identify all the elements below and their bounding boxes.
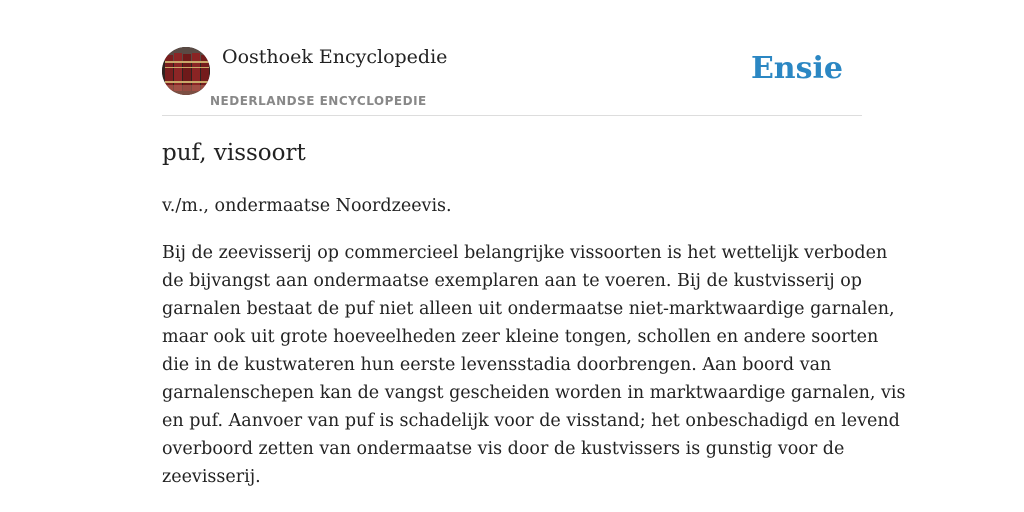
brand-logo-link[interactable]: Ensie bbox=[750, 51, 843, 86]
entry-body-line: garnalen bestaat de puf niet alleen uit ondermaatse niet-marktwaardige garnalen, bbox=[162, 299, 895, 319]
site-title-link[interactable]: Oosthoek Encyclopedie bbox=[222, 46, 448, 68]
entry-body-line: Bij de zeevisserij op commercieel belangrijke vissoorten is het wettelijk verboden bbox=[162, 243, 888, 263]
encyclopedia-books-icon[interactable] bbox=[162, 47, 210, 95]
entry-title: puf, vissoort bbox=[162, 140, 306, 166]
entry-body-line: zeevisserij. bbox=[162, 467, 261, 487]
entry-body-line: maar ook uit grote hoeveelheden zeer kleine tongen, schollen en andere soorten bbox=[162, 327, 879, 347]
entry-body-line: overboord zetten van ondermaatse vis door de kustvissers is gunstig voor de bbox=[162, 439, 845, 459]
site-subtitle: NEDERLANDSE ENCYCLOPEDIE bbox=[210, 94, 427, 108]
entry-body-line: en puf. Aanvoer van puf is schadelijk voor de visstand; het onbeschadigd en levend bbox=[162, 411, 900, 431]
entry-body-line: die in de kustwateren hun eerste levensstadia doorbrengen. Aan boord van bbox=[162, 355, 832, 375]
entry-body bbox=[162, 239, 906, 491]
entry-lead: v./m., ondermaatse Noordzeevis. bbox=[162, 196, 452, 216]
entry-body-line: de bijvangst aan ondermaatse exemplaren aan te voeren. Bij de kustvisserij op bbox=[162, 271, 862, 291]
page-container bbox=[162, 0, 906, 487]
page-header bbox=[162, 0, 862, 116]
entry-body-line: garnalenschepen kan de vangst gescheiden worden in marktwaardige garnalen, vis bbox=[162, 383, 906, 403]
